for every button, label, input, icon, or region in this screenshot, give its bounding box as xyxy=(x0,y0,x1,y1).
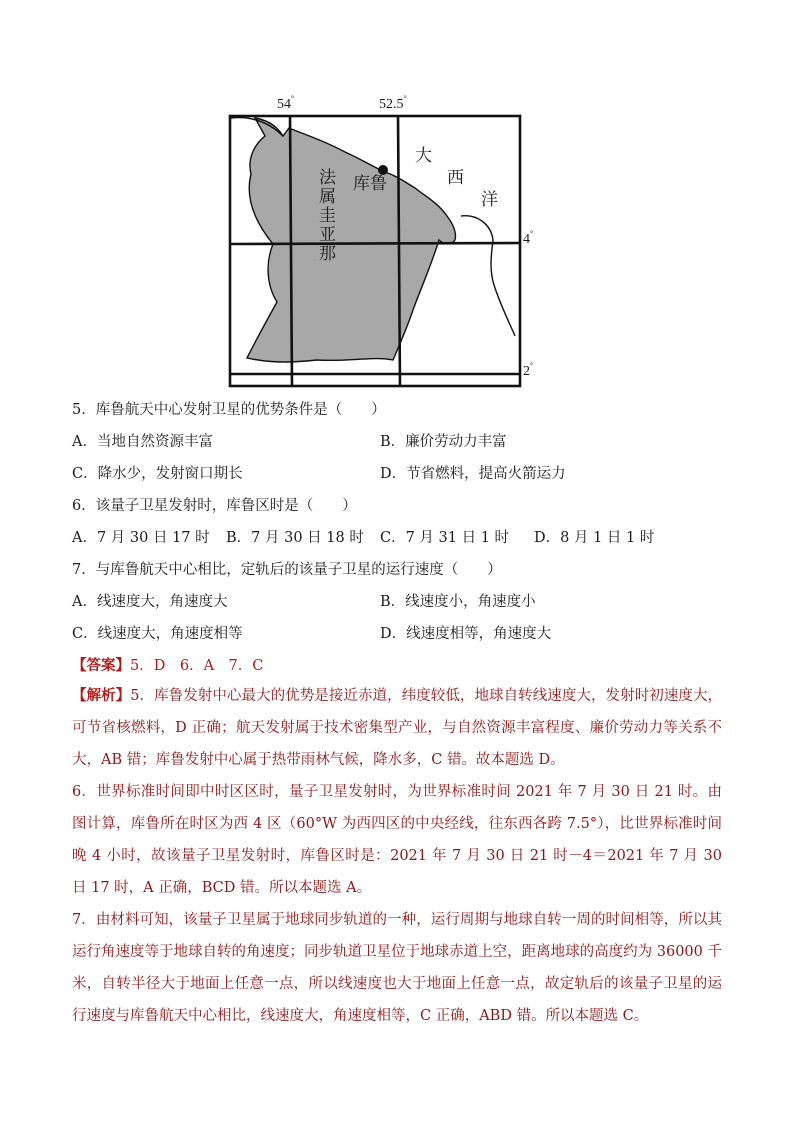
longitude-label-52-5: 52.5° xyxy=(379,94,407,112)
analysis-paragraph-6: 6．世界标准时间即中时区区时，量子卫星发射时，为世界标准时间 2021 年 7 月 30 日 21 时。由图计算，库鲁所在时区为西 4 区（60°W 为西四区的中央经线，往东西各跨 7.5°），比世界标准时间晚 4 小时，故该量子卫星发射时，库鲁区时是：2021 年 7 月 30 日 21 时－4＝2021 年 7 月 30 日 17 时，A 正确，BCD 错。所以本题选 A。 xyxy=(72,784,722,896)
map-graphic xyxy=(225,92,545,392)
question-6-stem: 6．该量子卫星发射时，库鲁区时是（ ） xyxy=(72,498,357,514)
analysis-5-text: 5．库鲁发射中心最大的优势是接近赤道，纬度较低，地球自转线速度大，发射时初速度大，可节省核燃料，D 正确；航天发射属于技术密集型产业，与自然资源丰富程度、廉价劳动力等关系不大，AB 错；库鲁发射中心属于热带雨林气候，降水多，C 错。故本题选 D。 xyxy=(72,688,723,768)
answer-text: 5．D 6．A 7．C xyxy=(130,658,264,674)
longitude-label-54: 54° xyxy=(277,94,295,112)
question-5-option-d: D．节省燃料，提高火箭运力 xyxy=(380,466,566,482)
question-7-option-c: C．线速度大，角速度相等 xyxy=(72,626,243,642)
region-label: 法属圭亚那 xyxy=(315,168,335,263)
analysis-paragraph-7: 7．由材料可知，该量子卫星属于地球同步轨道的一种，运行周期与地球自转一周的时间相等，所以其运行角速度等于地球自转的角速度；同步轨道卫星位于地球赤道上空，距离地球的高度约为 36000 千米，自转半径大于地面上任意一点，所以线速度也大于地面上任意一点，故定轨后的该量子卫星的运行速度与库鲁航天中心相比，线速度大，角速度相等，C 正确，ABD 错。所以本题选 C。 xyxy=(72,912,722,1024)
analysis-paragraph-5 xyxy=(72,680,722,776)
question-5-stem: 5．库鲁航天中心发射卫星的优势条件是（ ） xyxy=(72,402,386,418)
question-5-option-a: A．当地自然资源丰富 xyxy=(72,434,213,450)
question-6-option-b: B．7 月 30 日 18 时 xyxy=(226,530,364,546)
parallel-4 xyxy=(230,243,520,244)
city-label: 库鲁 xyxy=(353,174,387,194)
question-7-stem: 7．与库鲁航天中心相比，定轨后的该量子卫星的运行速度（ ） xyxy=(72,562,502,578)
ocean-char-1: 大 xyxy=(415,146,432,166)
question-7-option-b: B．线速度小，角速度小 xyxy=(380,594,536,610)
question-6-option-d: D．8 月 1 日 1 时 xyxy=(534,530,655,546)
question-7-option-d: D．线速度相等，角速度大 xyxy=(380,626,552,642)
question-7-option-a: A．线速度大，角速度大 xyxy=(72,594,228,610)
latitude-label-2: 2° xyxy=(523,361,534,379)
french-guiana-map xyxy=(225,92,545,392)
question-6-option-c: C．7 月 31 日 1 时 xyxy=(380,530,510,546)
latitude-label-4: 4° xyxy=(523,229,534,247)
answer-label: 【答案】 xyxy=(72,657,130,674)
analysis-label: 【解析】 xyxy=(72,687,131,704)
answer-line xyxy=(72,654,263,675)
question-5-option-b: B．廉价劳动力丰富 xyxy=(380,434,507,450)
coastline-east xyxy=(461,216,515,336)
ocean-char-3: 洋 xyxy=(481,190,498,210)
question-5-option-c: C．降水少，发射窗口期长 xyxy=(72,466,243,482)
ocean-char-2: 西 xyxy=(447,168,464,188)
question-6-option-a: A．7 月 30 日 17 时 xyxy=(72,530,210,546)
